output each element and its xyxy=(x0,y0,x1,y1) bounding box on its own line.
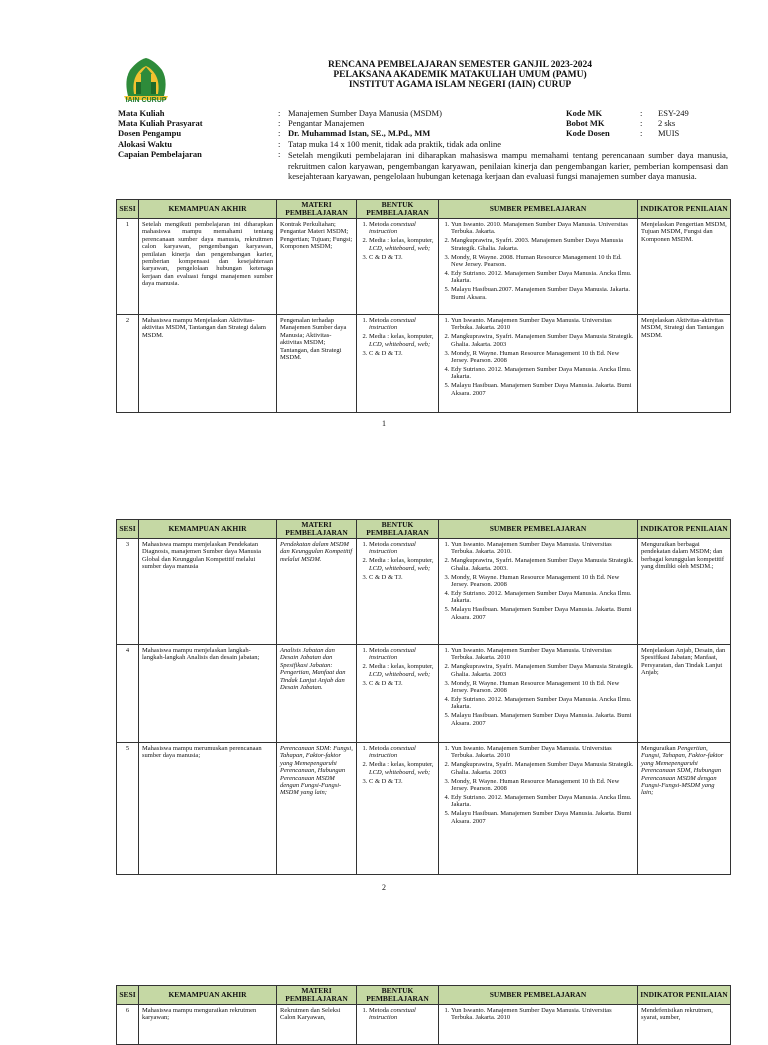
metoda-prefix: Metoda xyxy=(369,221,391,228)
header-materi: MATERI PEMBELAJARAN xyxy=(277,986,357,1005)
sumber-item: 3. Mondy, R Wayne. 2008. Human Resource Management 10 th Ed. New Jersey. Pearson. xyxy=(451,254,634,269)
bentuk-cell xyxy=(357,645,439,743)
logo-text: IAIN CURUP xyxy=(125,97,167,104)
sumber-item: 4. Edy Sutrisno. 2012. Manajemen Sumber Daya Manusia. Ancka Ilmu. Jakarta. xyxy=(451,270,634,285)
sumber-item: 3. Mondy, R Wayne. Human Resource Management 10 th Ed. New Jersey. Pearson. 2008 xyxy=(451,574,634,589)
sumber-item: 2. Mangkuprawira, Syafri. Manajemen Sumber Daya Manusia Strategik. Ghalia. Jakarta. 2003 xyxy=(451,333,634,348)
colon: : xyxy=(278,139,281,149)
bentuk-ctj xyxy=(369,350,435,357)
colon: : xyxy=(640,108,643,118)
header-sumber: SUMBER PEMBELAJARAN xyxy=(439,200,638,219)
header-bentuk: BENTUK PEMBELAJARAN xyxy=(357,200,439,219)
kode-dosen-value: MUIS xyxy=(658,128,680,138)
sesi-cell: 5 xyxy=(117,743,139,875)
sumber-cell xyxy=(439,219,638,315)
header-sesi: SESI xyxy=(117,520,139,539)
media-prefix: Media : kelas, komputer, xyxy=(369,761,434,769)
colon: : xyxy=(640,118,643,128)
kode-mk-label: Kode MK xyxy=(566,108,603,118)
mata-kuliah-label: Mata Kuliah xyxy=(118,108,165,118)
sumber-item: 5. Malayu Hasibuan. Manajemen Sumber Daya Manusia. Jakarta. Bumi Aksara. 2007 xyxy=(451,712,634,727)
bentuk-media xyxy=(369,237,435,252)
sumber-cell xyxy=(439,315,638,413)
indikator-em: Pengertian, Fungsi, Tahapan, Faktor-faktor yang Memepengaruhi Perencanaan SDM, Hubungan Perencanaan MSDM dengan Fungsi-Fungsi-MSDM yang lain; xyxy=(641,745,724,797)
materi-cell: Kontrak Perkuliahan; Pengantar Materi MSDM; Pengertian; Tujuan; Fungsi; Komponen MSDM; xyxy=(277,219,357,315)
colon: : xyxy=(278,118,281,128)
sumber-cell xyxy=(439,539,638,645)
metoda-em: conextual instruction xyxy=(369,541,416,556)
rps-table-3 xyxy=(116,985,731,1045)
kemampuan-cell: Mahasiswa mampu Menjelaskan Aktivitas-aktivitas MSDM, Tantangan dan Strategi dalam MSDM. xyxy=(139,315,277,413)
sumber-item: 1. Yun Iswanto. Manajemen Sumber Daya Manusia. Universitas Terbuka. Jakarta. 2010 xyxy=(451,745,634,760)
dosen-value: Dr. Muhammad Istan, SE., M.Pd., MM xyxy=(288,128,431,138)
indikator-cell: Menjelaskan Anjab, Desain, dan Spesifikasi Jabatan; Manfaat, Persyaratan, dan Tindak Lanjut Anjab; xyxy=(638,645,731,743)
sumber-item: 4. Edy Sutrisno. 2012. Manajemen Sumber Daya Manusia. Ancka Ilmu. Jakarta. xyxy=(451,696,634,711)
media-prefix: Media : kelas, komputer, xyxy=(369,237,434,245)
ctj-text: C & D & TJ. xyxy=(369,573,403,581)
bentuk-ctj xyxy=(369,778,435,785)
sesi-cell: 4 xyxy=(117,645,139,743)
institution-name: INSTITUT AGAMA ISLAM NEGERI (IAIN) CURUP xyxy=(348,80,572,90)
materi-cell: Pengenalan terhadap Manajemen Sumber daya Manusia; Aktivitas-aktivitas MSDM; Tantangan, dan Strategi MSDM. xyxy=(277,315,357,413)
header-indikator: INDIKATOR PENILAIAN xyxy=(638,200,731,219)
sumber-item: 2. Mangkuprawira, Syafri. Manajemen Sumber Daya Manusia Strategik. Ghalia. Jakarta. 2003. xyxy=(451,557,634,572)
metoda-prefix: Metoda xyxy=(369,317,391,324)
kemampuan-cell: Mahasiswa mampu menguraikan rekrutmen karyawan; xyxy=(139,1005,277,1045)
metoda-prefix: Metoda xyxy=(369,647,391,654)
bentuk-ctj xyxy=(369,574,435,581)
bentuk-ctj xyxy=(369,680,435,687)
rps-table-1 xyxy=(116,199,731,413)
bentuk-metoda xyxy=(369,745,435,760)
header-indikator: INDIKATOR PENILAIAN xyxy=(638,520,731,539)
sumber-item: 4. Edy Sutrisno. 2012. Manajemen Sumber Daya Manusia. Ancka Ilmu. Jakarta. xyxy=(451,366,634,381)
ctj-text: C & D & TJ. xyxy=(369,679,403,687)
prasyarat-label: Mata Kuliah Prasyarat xyxy=(118,118,203,128)
table-row xyxy=(117,219,731,315)
prasyarat-value: Pengantar Manajemen xyxy=(288,118,365,128)
mata-kuliah-value: Manajemen Sumber Daya Manusia (MSDM) xyxy=(288,108,442,118)
bentuk-media xyxy=(369,663,435,678)
materi-cell: Rekrutmen dan Seleksi Calon Karyawan, xyxy=(277,1005,357,1045)
header-sumber: SUMBER PEMBELAJARAN xyxy=(439,520,638,539)
bentuk-media xyxy=(369,333,435,348)
sesi-cell: 3 xyxy=(117,539,139,645)
alokasi-label: Alokasi Waktu xyxy=(118,139,172,149)
bentuk-cell xyxy=(357,539,439,645)
metoda-em: conextual instruction xyxy=(369,745,416,760)
materi-cell: Analisis Jabatan dan Desain Jabatan dan Spesifikasi Jabatan: Pengertian, Manfaat dan Tindak Lanjut Anjab dan Desain Jabatan. xyxy=(277,645,357,743)
bentuk-cell xyxy=(357,219,439,315)
header-bentuk: BENTUK PEMBELAJARAN xyxy=(357,986,439,1005)
metoda-prefix: Metoda xyxy=(369,541,391,548)
table-row xyxy=(117,315,731,413)
indikator-cell: Menjelaskan Aktivitas-aktivitas MSDM, Strategi dan Tantangan MSDM. xyxy=(638,315,731,413)
media-em: LCD, whiteboard, web; xyxy=(369,340,431,348)
indikator-cell: Menjelaskan Pengertian MSDM, Tujuan MSDM, Fungsi dan Komponen MSDM. xyxy=(638,219,731,315)
kemampuan-cell: Setelah mengikuti pembelajaran ini diharapkan mahasiswa mampu memahami tentang perencanaan sumber daya manusia, rekruitmen calon karyawan, pengembangan karyawan, penilaian kinerja dan pengembangan karier, pemberian kompensasi dan kesejahteraan karyawan, pengelolaan hubungan ketenaga kerjaan dan evaluasi fungsi manajemen sumber daya manusia. xyxy=(139,219,277,315)
sesi-cell: 1 xyxy=(117,219,139,315)
indikator-cell xyxy=(638,743,731,875)
sumber-item: 1. Yun Iswanto. Manajemen Sumber Daya Manusia. Universitas Terbuka. Jakarta. 2010 xyxy=(451,317,634,332)
materi-cell: Pendekatan dalam MSDM dan Keunggulan Kompetitif melalui MSDM. xyxy=(277,539,357,645)
table-header-row xyxy=(117,986,731,1005)
ctj-text: C & D & TJ. xyxy=(369,253,403,261)
sesi-cell: 2 xyxy=(117,315,139,413)
ctj-text: C & D & TJ. xyxy=(369,349,403,357)
sumber-item: 4. Edy Sutrisno. 2012. Manajemen Sumber Daya Manusia. Ancka Ilmu. Jakarta. xyxy=(451,590,634,605)
document-title: RENCANA PEMBELAJARAN SEMESTER GANJIL 2023-2024 xyxy=(328,60,592,70)
colon: : xyxy=(278,128,281,138)
header-kemampuan: KEMAMPUAN AKHIR xyxy=(139,520,277,539)
bentuk-ctj xyxy=(369,254,435,261)
sumber-item: 2. Mangkuprawira, Syafri. Manajemen Sumber Daya Manusia Strategik. Ghalia. Jakarta. 2003 xyxy=(451,761,634,776)
header-sumber: SUMBER PEMBELAJARAN xyxy=(439,986,638,1005)
header-materi: MATERI PEMBELAJARAN xyxy=(277,200,357,219)
table-header-row xyxy=(117,520,731,539)
bentuk-cell xyxy=(357,1005,439,1045)
metoda-prefix: Metoda xyxy=(369,1007,391,1014)
media-prefix: Media : kelas, komputer, xyxy=(369,663,434,671)
table-row xyxy=(117,645,731,743)
bentuk-metoda xyxy=(369,541,435,556)
table-row xyxy=(117,539,731,645)
bentuk-metoda xyxy=(369,1007,435,1022)
page-number: 2 xyxy=(382,883,386,892)
dosen-label: Dosen Pengampu xyxy=(118,128,182,138)
kode-mk-value: ESY-249 xyxy=(658,108,689,118)
metoda-em: conextual instruction xyxy=(369,647,416,662)
sumber-cell xyxy=(439,743,638,875)
sumber-cell xyxy=(439,645,638,743)
header-bentuk: BENTUK PEMBELAJARAN xyxy=(357,520,439,539)
media-prefix: Media : kelas, komputer, xyxy=(369,557,434,565)
sumber-item: 3. Mondy, R Wayne. Human Resource Management 10 th Ed. New Jersey. Pearson. 2008 xyxy=(451,778,634,793)
indikator-cell: Mendefenisikan rekrutmen, syarat, sumber, xyxy=(638,1005,731,1045)
media-em: LCD, whiteboard, web; xyxy=(369,244,431,252)
kemampuan-cell: Mahasiswa mampu menjelaskan langkah-langkah-langkah Analisis dan desain jabatan; xyxy=(139,645,277,743)
sumber-item: 1. Yun Iswanto. Manajemen Sumber Daya Manusia. Universitas Terbuka. Jakarta. 2010. xyxy=(451,541,634,556)
kemampuan-cell: Mahasiswa mampu menjelaskan Pendekatan Diagnosis, manajemen Sumber daya Manusia Global dan Keunggulan Kompetitif melalui sumber daya manusia xyxy=(139,539,277,645)
sumber-item: 1. Yun Iswanto. Manajemen Sumber Daya Manusia. Universitas Terbuka. Jakarta. 2010 xyxy=(451,647,634,662)
indikator-prefix: Menguraikan xyxy=(641,745,678,752)
sumber-item: 3. Mondy, R Wayne. Human Resource Management 10 th Ed. New Jersey. Pearson. 2008 xyxy=(451,680,634,695)
media-em: LCD, whiteboard, web; xyxy=(369,670,431,678)
ctj-text: C & D & TJ. xyxy=(369,777,403,785)
metoda-em: conextual instruction xyxy=(369,1007,416,1022)
colon: : xyxy=(640,128,643,138)
sumber-item: 1. Yun Iswanto. 2010. Manajemen Sumber Daya Manusia. Universitas Terbuka. Jakarta. xyxy=(451,221,634,236)
table-row xyxy=(117,743,731,875)
bobot-mk-label: Bobot MK xyxy=(566,118,605,128)
sumber-item: 2. Mangkuprawira, Syafri. Manajemen Sumber Daya Manusia Strategik. Ghalia. Jakarta. 2003 xyxy=(451,663,634,678)
sumber-item: 2. Mangkuprawira, Syafri. 2003. Manajemen Sumber Daya Manusia Strategik. Ghalia. Jakarta. xyxy=(451,237,634,252)
header-indikator: INDIKATOR PENILAIAN xyxy=(638,986,731,1005)
bentuk-media xyxy=(369,761,435,776)
bentuk-cell xyxy=(357,743,439,875)
colon: : xyxy=(278,149,281,159)
sumber-item: 5. Malayu Hasibuan. Manajemen Sumber Daya Manusia. Jakarta. Bumi Aksara. 2007 xyxy=(451,810,634,825)
materi-cell: Perencanaan SDM: Fungsi, Tahapan, Faktor-faktor yang Memepengaruhi Perencanaan, Hubungan Perencanaan MSDM dengan Fungsi-Fungsi-MSDM yang lain; xyxy=(277,743,357,875)
sumber-item: 5. Malayu Hasibuan. Manajemen Sumber Daya Manusia. Jakarta. Bumi Aksara. 2007 xyxy=(451,382,634,397)
bentuk-metoda xyxy=(369,647,435,662)
header-kemampuan: KEMAMPUAN AKHIR xyxy=(139,200,277,219)
table-row xyxy=(117,1005,731,1045)
sumber-item: 5. Malayu Hasibuan. Manajemen Sumber Daya Manusia. Jakarta. Bumi Aksara. 2007 xyxy=(451,606,634,621)
document-subtitle: PELAKSANA AKADEMIK MATAKULIAH UMUM (PAMU) xyxy=(333,70,587,80)
sesi-cell: 6 xyxy=(117,1005,139,1045)
media-prefix: Media : kelas, komputer, xyxy=(369,333,434,341)
media-em: LCD, whiteboard, web; xyxy=(369,564,431,572)
sumber-item: 1. Yun Iswanto. Manajemen Sumber Daya Manusia. Universitas Terbuka. Jakarta. 2010 xyxy=(451,1007,634,1022)
alokasi-value: Tatap muka 14 x 100 menit, tidak ada praktik, tidak ada online xyxy=(288,139,502,149)
bentuk-metoda xyxy=(369,221,435,236)
colon: : xyxy=(278,108,281,118)
kode-dosen-label: Kode Dosen xyxy=(566,128,610,138)
header-materi: MATERI PEMBELAJARAN xyxy=(277,520,357,539)
metoda-prefix: Metoda xyxy=(369,745,391,752)
sumber-item: 3. Mondy, R Wayne. Human Resource Management 10 th Ed. New Jersey. Pearson. 2008 xyxy=(451,350,634,365)
sumber-item: 5. Malayu Hasibuan.2007. Manajemen Sumber Daya Manusia. Jakarta. Bumi Aksara. xyxy=(451,286,634,301)
media-em: LCD, whiteboard, web; xyxy=(369,768,431,776)
bentuk-cell xyxy=(357,315,439,413)
capaian-label: Capaian Pembelajaran xyxy=(118,149,202,159)
header-sesi: SESI xyxy=(117,986,139,1005)
page-number: 1 xyxy=(382,419,386,428)
metoda-em: conextual instruction xyxy=(369,317,416,332)
sumber-item: 4. Edy Sutrisno. 2012. Manajemen Sumber Daya Manusia. Ancka Ilmu. Jakarta. xyxy=(451,794,634,809)
metoda-em: conextual instruction xyxy=(369,221,416,236)
bobot-mk-value: 2 sks xyxy=(658,118,676,128)
header-kemampuan: KEMAMPUAN AKHIR xyxy=(139,986,277,1005)
bentuk-metoda xyxy=(369,317,435,332)
indikator-cell: Menguraikan berbagai pendekatan dalam MSDM; dan berbagai keunggulan kompetitif yang dimiliki oleh MSDM.; xyxy=(638,539,731,645)
table-header-row xyxy=(117,200,731,219)
kemampuan-cell: Mahasiswa mampu merumuskan perencanaan sumber daya manusia; xyxy=(139,743,277,875)
bentuk-media xyxy=(369,557,435,572)
rps-table-2 xyxy=(116,519,731,875)
sumber-cell xyxy=(439,1005,638,1045)
header-sesi: SESI xyxy=(117,200,139,219)
capaian-value: Setelah mengikuti pembelajaran ini diharapkan mahasiswa mampu memahami tentang perencanaan sumber daya manusia, rekruitmen calon karyawan, pengembangan karyawan, penilaian kinerja dan pengembangan karier, pemberian kompensasi dan kesejahteraan karyawan, pengelolaan hubungan ketenaga kerjaan dan evaluasi fungsi manajemen sumber daya manusia. xyxy=(288,150,728,181)
